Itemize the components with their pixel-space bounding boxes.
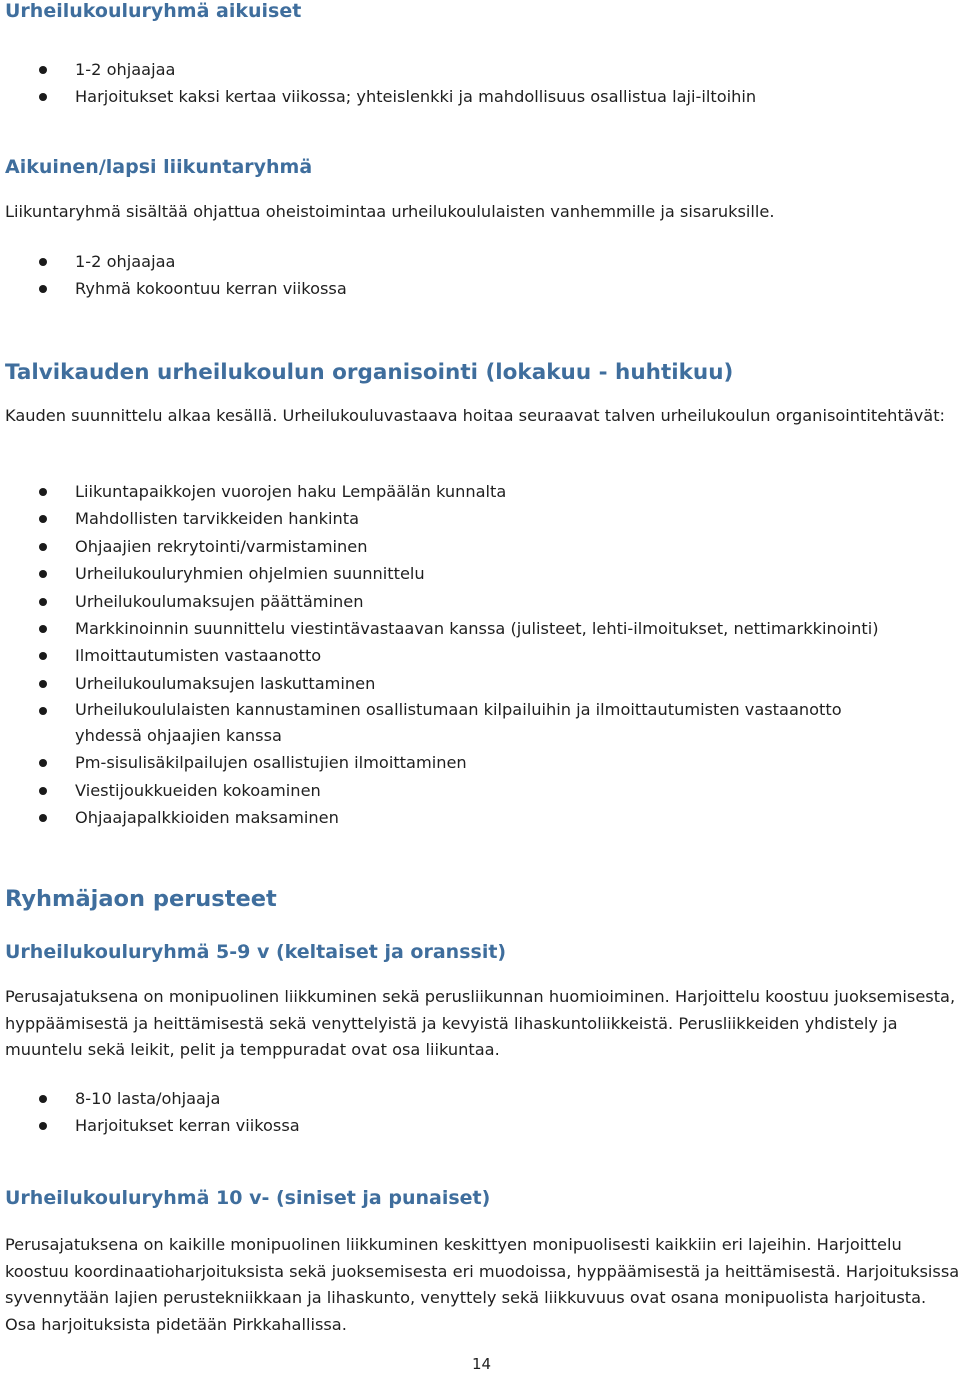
- bullet-icon: [39, 543, 47, 551]
- adult-child-paragraph: Liikuntaryhmä sisältää ohjattua oheistoimintaa urheilukoululaisten vanhemmille ja sisaruksille.: [5, 202, 775, 221]
- winter-tasks-list: [0, 478, 905, 831]
- bullet-icon: [39, 1095, 47, 1103]
- bullet-icon: [39, 759, 47, 767]
- list-item: 1-2 ohjaajaa: [0, 56, 756, 83]
- bullet-icon: [39, 707, 47, 715]
- list-item: 1-2 ohjaajaa: [0, 248, 347, 275]
- heading-winter-organisation: Talvikauden urheilukoulun organisointi (lokakuu - huhtikuu): [5, 360, 734, 385]
- list-item: Markkinoinnin suunnittelu viestintävastaavan kanssa (julisteet, lehti-ilmoitukset, nettimarkkinointi): [0, 615, 905, 642]
- list-item: Urheilukouluryhmien ohjelmien suunnittelu: [0, 560, 905, 587]
- bullet-icon: [39, 1122, 47, 1130]
- bullet-icon: [39, 258, 47, 266]
- bullet-icon: [39, 66, 47, 74]
- list-item: Viestijoukkueiden kokoaminen: [0, 777, 905, 804]
- winter-paragraph: Kauden suunnittelu alkaa kesällä. Urheilukouluvastaava hoitaa seuraavat talven urheilukoulun organisointitehtävät:: [5, 406, 946, 425]
- bullet-icon: [39, 93, 47, 101]
- adult-child-list: [0, 248, 347, 303]
- list-item: Urheilukoululaisten kannustaminen osallistumaan kilpailuihin ja ilmoittautumisten vastaanotto yhdessä ohjaajien kanssa: [0, 697, 905, 749]
- list-item: Harjoitukset kaksi kertaa viikossa; yhteislenkki ja mahdollisuus osallistua laji-iltoihin: [0, 83, 756, 110]
- list-item: Mahdollisten tarvikkeiden hankinta: [0, 505, 905, 532]
- bullet-icon: [39, 285, 47, 293]
- heading-group-division: Ryhmäjaon perusteet: [5, 886, 277, 912]
- list-item: Pm-sisulisäkilpailujen osallistujien ilmoittaminen: [0, 749, 905, 776]
- group-5-9-paragraph: Perusajatuksena on monipuolinen liikkuminen sekä perusliikunnan huomioiminen. Harjoittelu koostuu juoksemisesta, hyppäämisestä ja heittämisestä sekä venyttelyistä ja kevyistä lihaskuntoliikkeistä. Perusliikkeiden yhdistely ja muuntelu sekä leikit, pelit ja temppuradat ovat osa liikuntaa.: [5, 987, 956, 1059]
- heading-adult-group: Urheilukouluryhmä aikuiset: [5, 0, 302, 22]
- group-5-9-list: [0, 1085, 300, 1140]
- adult-group-list: [0, 56, 756, 111]
- heading-group-5-9: Urheilukouluryhmä 5-9 v (keltaiset ja oranssit): [5, 941, 507, 963]
- list-item: 8-10 lasta/ohjaaja: [0, 1085, 300, 1112]
- bullet-icon: [39, 680, 47, 688]
- bullet-icon: [39, 814, 47, 822]
- list-item: Ryhmä kokoontuu kerran viikossa: [0, 275, 347, 302]
- list-item: Urheilukoulumaksujen päättäminen: [0, 588, 905, 615]
- page-number: 14: [472, 1355, 492, 1373]
- bullet-icon: [39, 488, 47, 496]
- bullet-icon: [39, 787, 47, 795]
- bullet-icon: [39, 652, 47, 660]
- list-item: Harjoitukset kerran viikossa: [0, 1112, 300, 1139]
- list-item: Liikuntapaikkojen vuorojen haku Lempäälän kunnalta: [0, 478, 905, 505]
- list-item: Ohjaajapalkkioiden maksaminen: [0, 804, 905, 831]
- bullet-icon: [39, 515, 47, 523]
- heading-group-10: Urheilukouluryhmä 10 v- (siniset ja punaiset): [5, 1187, 491, 1209]
- group-10-paragraph: Perusajatuksena on kaikille monipuolinen liikkuminen keskittyen monipuolisesti kaikkiin eri lajeihin. Harjoittelu koostuu koordinaatioharjoituksista sekä juoksemisesta eri muodoissa, hyppäämisestä ja heittämisestä. Harjoituksissa syvennytään lajien perustekniikkaan ja lihaskunto, venyttely sekä liikkuvuus ovat osana monipuolista harjoitusta. Osa harjoituksista pidetään Pirkkahallissa.: [5, 1235, 960, 1334]
- bullet-icon: [39, 598, 47, 606]
- list-item: Urheilukoulumaksujen laskuttaminen: [0, 670, 905, 697]
- heading-adult-child-group: Aikuinen/lapsi liikuntaryhmä: [5, 156, 313, 178]
- bullet-icon: [39, 625, 47, 633]
- bullet-icon: [39, 570, 47, 578]
- list-item: Ilmoittautumisten vastaanotto: [0, 642, 905, 669]
- list-item: Ohjaajien rekrytointi/varmistaminen: [0, 533, 905, 560]
